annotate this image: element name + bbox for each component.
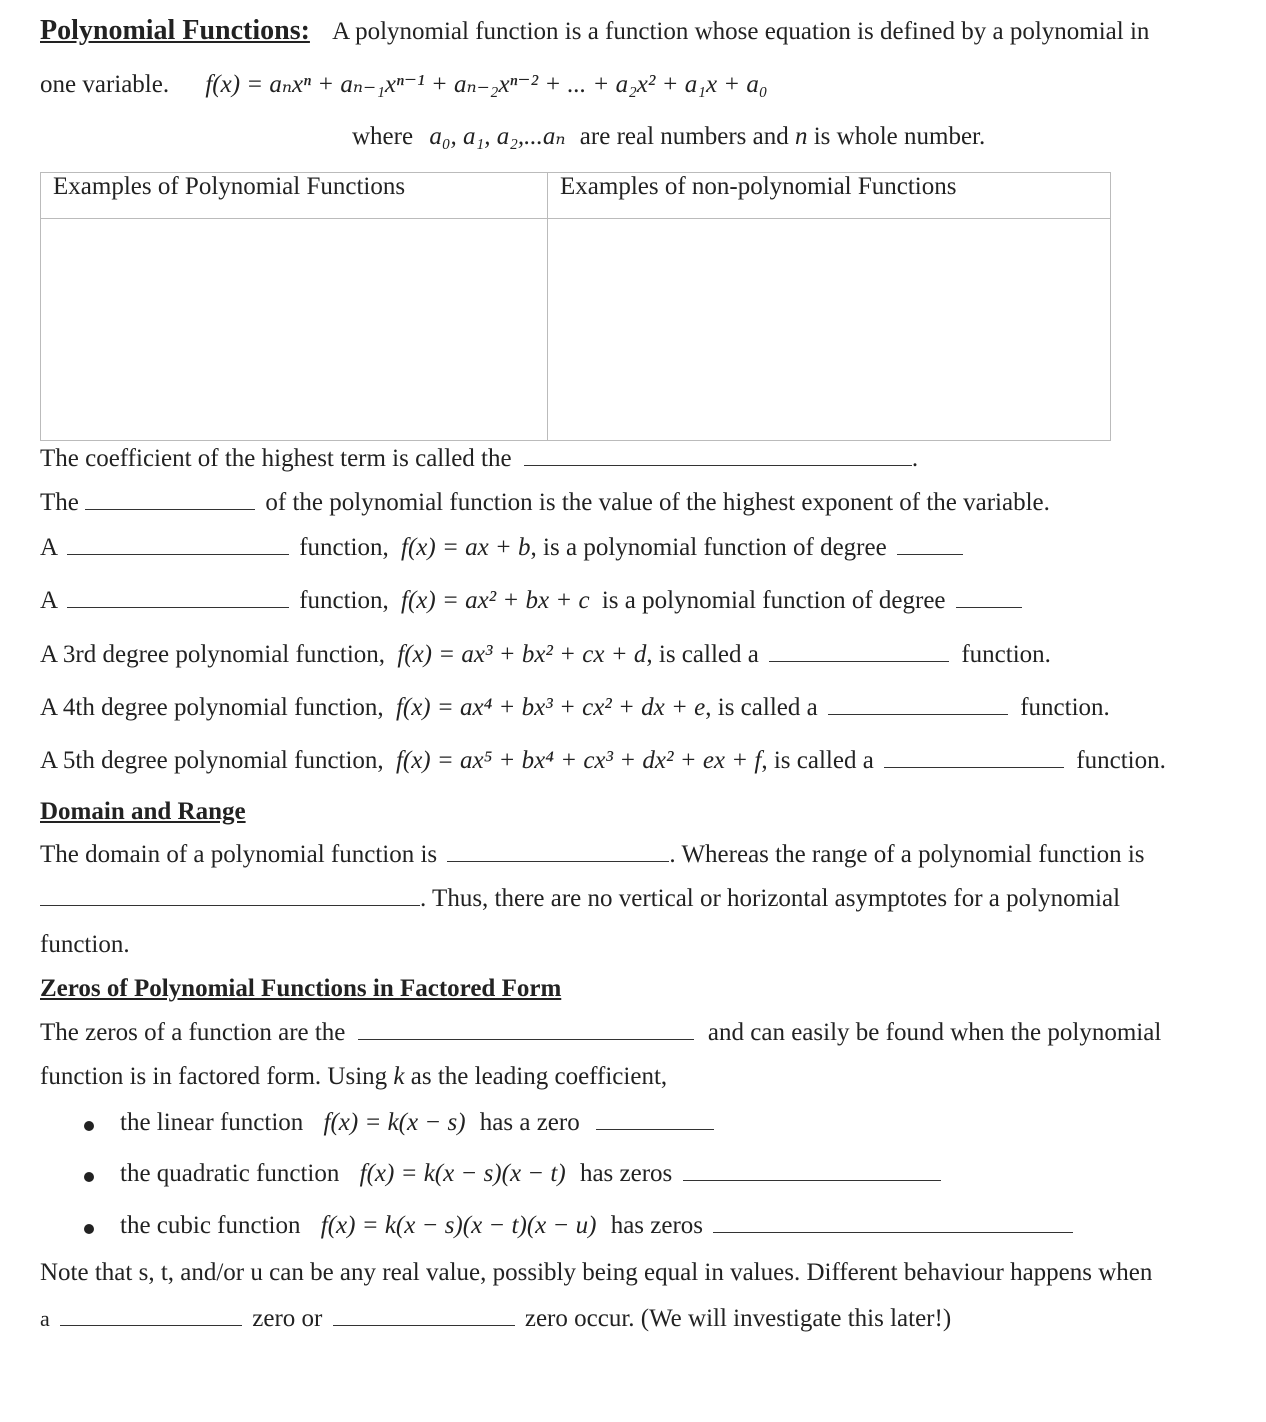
bullet-linear-suffix: has a zero (479, 1109, 580, 1136)
bullet-linear-text: the linear function (120, 1109, 304, 1136)
zeros-text-d: as the leading coefficient, (410, 1063, 668, 1090)
linear-degree-blank[interactable] (897, 534, 963, 555)
domain-blank[interactable] (447, 841, 669, 862)
zeros-heading: Zeros of Polynomial Functions in Factored Form (40, 975, 562, 1002)
bullet-quadratic-suffix: has zeros (579, 1160, 673, 1187)
last-text-c: zero occur. (We will investigate this later!) (524, 1305, 952, 1332)
quartic-text-a: A 4th degree polynomial function, (40, 694, 384, 721)
zeros-line-1 (40, 1018, 1161, 1048)
bullet-cubic-equation: f(x) = k(x − s)(x − t)(x − u) (320, 1212, 597, 1239)
n-variable: n (794, 123, 808, 150)
bullet-linear (120, 1108, 714, 1138)
range-blank[interactable] (40, 885, 420, 906)
bullet-icon (84, 1224, 94, 1234)
domain-text-b: . Whereas the range of a polynomial function is (669, 841, 1145, 868)
degree-text-b: of the polynomial function is the value of the highest exponent of the variable. (265, 489, 1050, 516)
domain-heading: Domain and Range (40, 798, 246, 825)
degree-blank[interactable] (85, 489, 255, 510)
coefficient-list: a₀, a₁, a₂,...aₙ (429, 123, 566, 150)
last-text-a: a (40, 1306, 50, 1331)
domain-line-2 (40, 884, 1120, 914)
quadratic-text-b: function, (299, 587, 389, 614)
domain-text-a: The domain of a polynomial function is (40, 841, 438, 868)
cubic-text-b: , is called a (646, 641, 759, 668)
examples-table (40, 172, 1111, 441)
quartic-line (40, 693, 1110, 723)
linear-text-b: function, (299, 534, 389, 561)
bullet-quadratic-text: the quadratic function (120, 1160, 340, 1187)
leading-text: The coefficient of the highest term is called the (40, 445, 512, 472)
zero-type-blank-2[interactable] (333, 1305, 515, 1326)
cubic-line (40, 640, 1051, 670)
bullet-icon (84, 1172, 94, 1182)
quintic-name-blank[interactable] (884, 747, 1064, 768)
domain-text-c: . Thus, there are no vertical or horizontal asymptotes for a polynomial (420, 885, 1121, 912)
quintic-equation: f(x) = ax⁵ + bx⁴ + cx³ + dx² + ex + f (395, 747, 762, 774)
leading-coefficient-blank[interactable] (524, 445, 912, 466)
polynomial-examples-cell[interactable] (41, 219, 548, 441)
bullet-cubic (120, 1211, 1073, 1241)
last-line (40, 1304, 951, 1334)
quartic-name-blank[interactable] (828, 694, 1008, 715)
domain-line-3: function. (40, 931, 130, 958)
intro-line-1 (40, 16, 1149, 47)
intro-line-2 (40, 70, 768, 100)
page-title: Polynomial Functions: (40, 15, 310, 46)
zeros-text-c: function is in factored form. Using (40, 1063, 388, 1090)
quadratic-zeros-blank[interactable] (683, 1160, 941, 1181)
bullet-quadratic (120, 1159, 941, 1189)
where-suffix: is whole number. (813, 123, 986, 150)
quadratic-name-blank[interactable] (67, 587, 289, 608)
quadratic-text-c: is a polynomial function of degree (601, 587, 946, 614)
quartic-text-c: function. (1020, 694, 1110, 721)
cubic-zeros-blank[interactable] (713, 1212, 1073, 1233)
intro-text-1: A polynomial function is a function whose equation is defined by a polynomial in (332, 18, 1150, 45)
zero-type-blank-1[interactable] (60, 1305, 242, 1326)
cubic-equation: f(x) = ax³ + bx² + cx + d (397, 641, 647, 668)
degree-text-a: The (40, 489, 79, 516)
non-polynomial-examples-cell[interactable] (548, 219, 1111, 441)
cubic-name-blank[interactable] (769, 641, 949, 662)
quadratic-equation: f(x) = ax² + bx + c (401, 587, 590, 614)
note-line: Note that s, t, and/or u can be any real value, possibly being equal in values. Different behaviour happens when (40, 1259, 1153, 1286)
linear-equation: f(x) = ax + b (401, 534, 531, 561)
where-line (352, 122, 985, 152)
quintic-line (40, 746, 1166, 776)
degree-line (40, 488, 1050, 518)
bullet-cubic-text: the cubic function (120, 1212, 301, 1239)
bullet-quadratic-equation: f(x) = k(x − s)(x − t) (359, 1160, 566, 1187)
zeros-line-2 (40, 1062, 667, 1092)
cubic-text-c: function. (961, 641, 1051, 668)
k-variable: k (393, 1063, 405, 1090)
quadratic-degree-blank[interactable] (956, 587, 1022, 608)
intro-text-2: one variable. (40, 71, 170, 98)
where-prefix: where (352, 123, 414, 150)
bullet-icon (84, 1121, 94, 1131)
linear-text-a: A (40, 534, 57, 561)
quintic-text-b: , is called a (761, 747, 874, 774)
zeros-definition-blank[interactable] (358, 1019, 694, 1040)
quartic-text-b: , is called a (705, 694, 818, 721)
bullet-linear-equation: f(x) = k(x − s) (323, 1109, 466, 1136)
linear-line (40, 533, 963, 563)
leading-coefficient-line: The coefficient of the highest term is called the . (40, 445, 919, 472)
where-middle: are real numbers and (579, 123, 789, 150)
bullet-cubic-suffix: has zeros (610, 1212, 704, 1239)
quintic-text-a: A 5th degree polynomial function, (40, 747, 384, 774)
quadratic-line (40, 586, 1022, 616)
general-form-equation: f(x) = aₙxⁿ + aₙ₋₁xⁿ⁻¹ + aₙ₋₂xⁿ⁻² + ... + a₂x² + a₁x + a₀ (205, 71, 768, 98)
linear-text-c: , is a polynomial function of degree (530, 534, 887, 561)
linear-zero-blank[interactable] (596, 1109, 714, 1130)
table-header-non-polynomial: Examples of non-polynomial Functions (548, 173, 1111, 219)
quintic-text-c: function. (1076, 747, 1166, 774)
quadratic-text-a: A (40, 587, 57, 614)
linear-name-blank[interactable] (67, 534, 289, 555)
last-text-b: zero or (252, 1305, 323, 1332)
zeros-text-a: The zeros of a function are the (40, 1019, 346, 1046)
domain-line-1 (40, 840, 1145, 870)
cubic-text-a: A 3rd degree polynomial function, (40, 641, 386, 668)
zeros-text-b: and can easily be found when the polynomial (707, 1019, 1162, 1046)
quartic-equation: f(x) = ax⁴ + bx³ + cx² + dx + e (395, 694, 706, 721)
table-header-polynomial: Examples of Polynomial Functions (41, 173, 548, 219)
